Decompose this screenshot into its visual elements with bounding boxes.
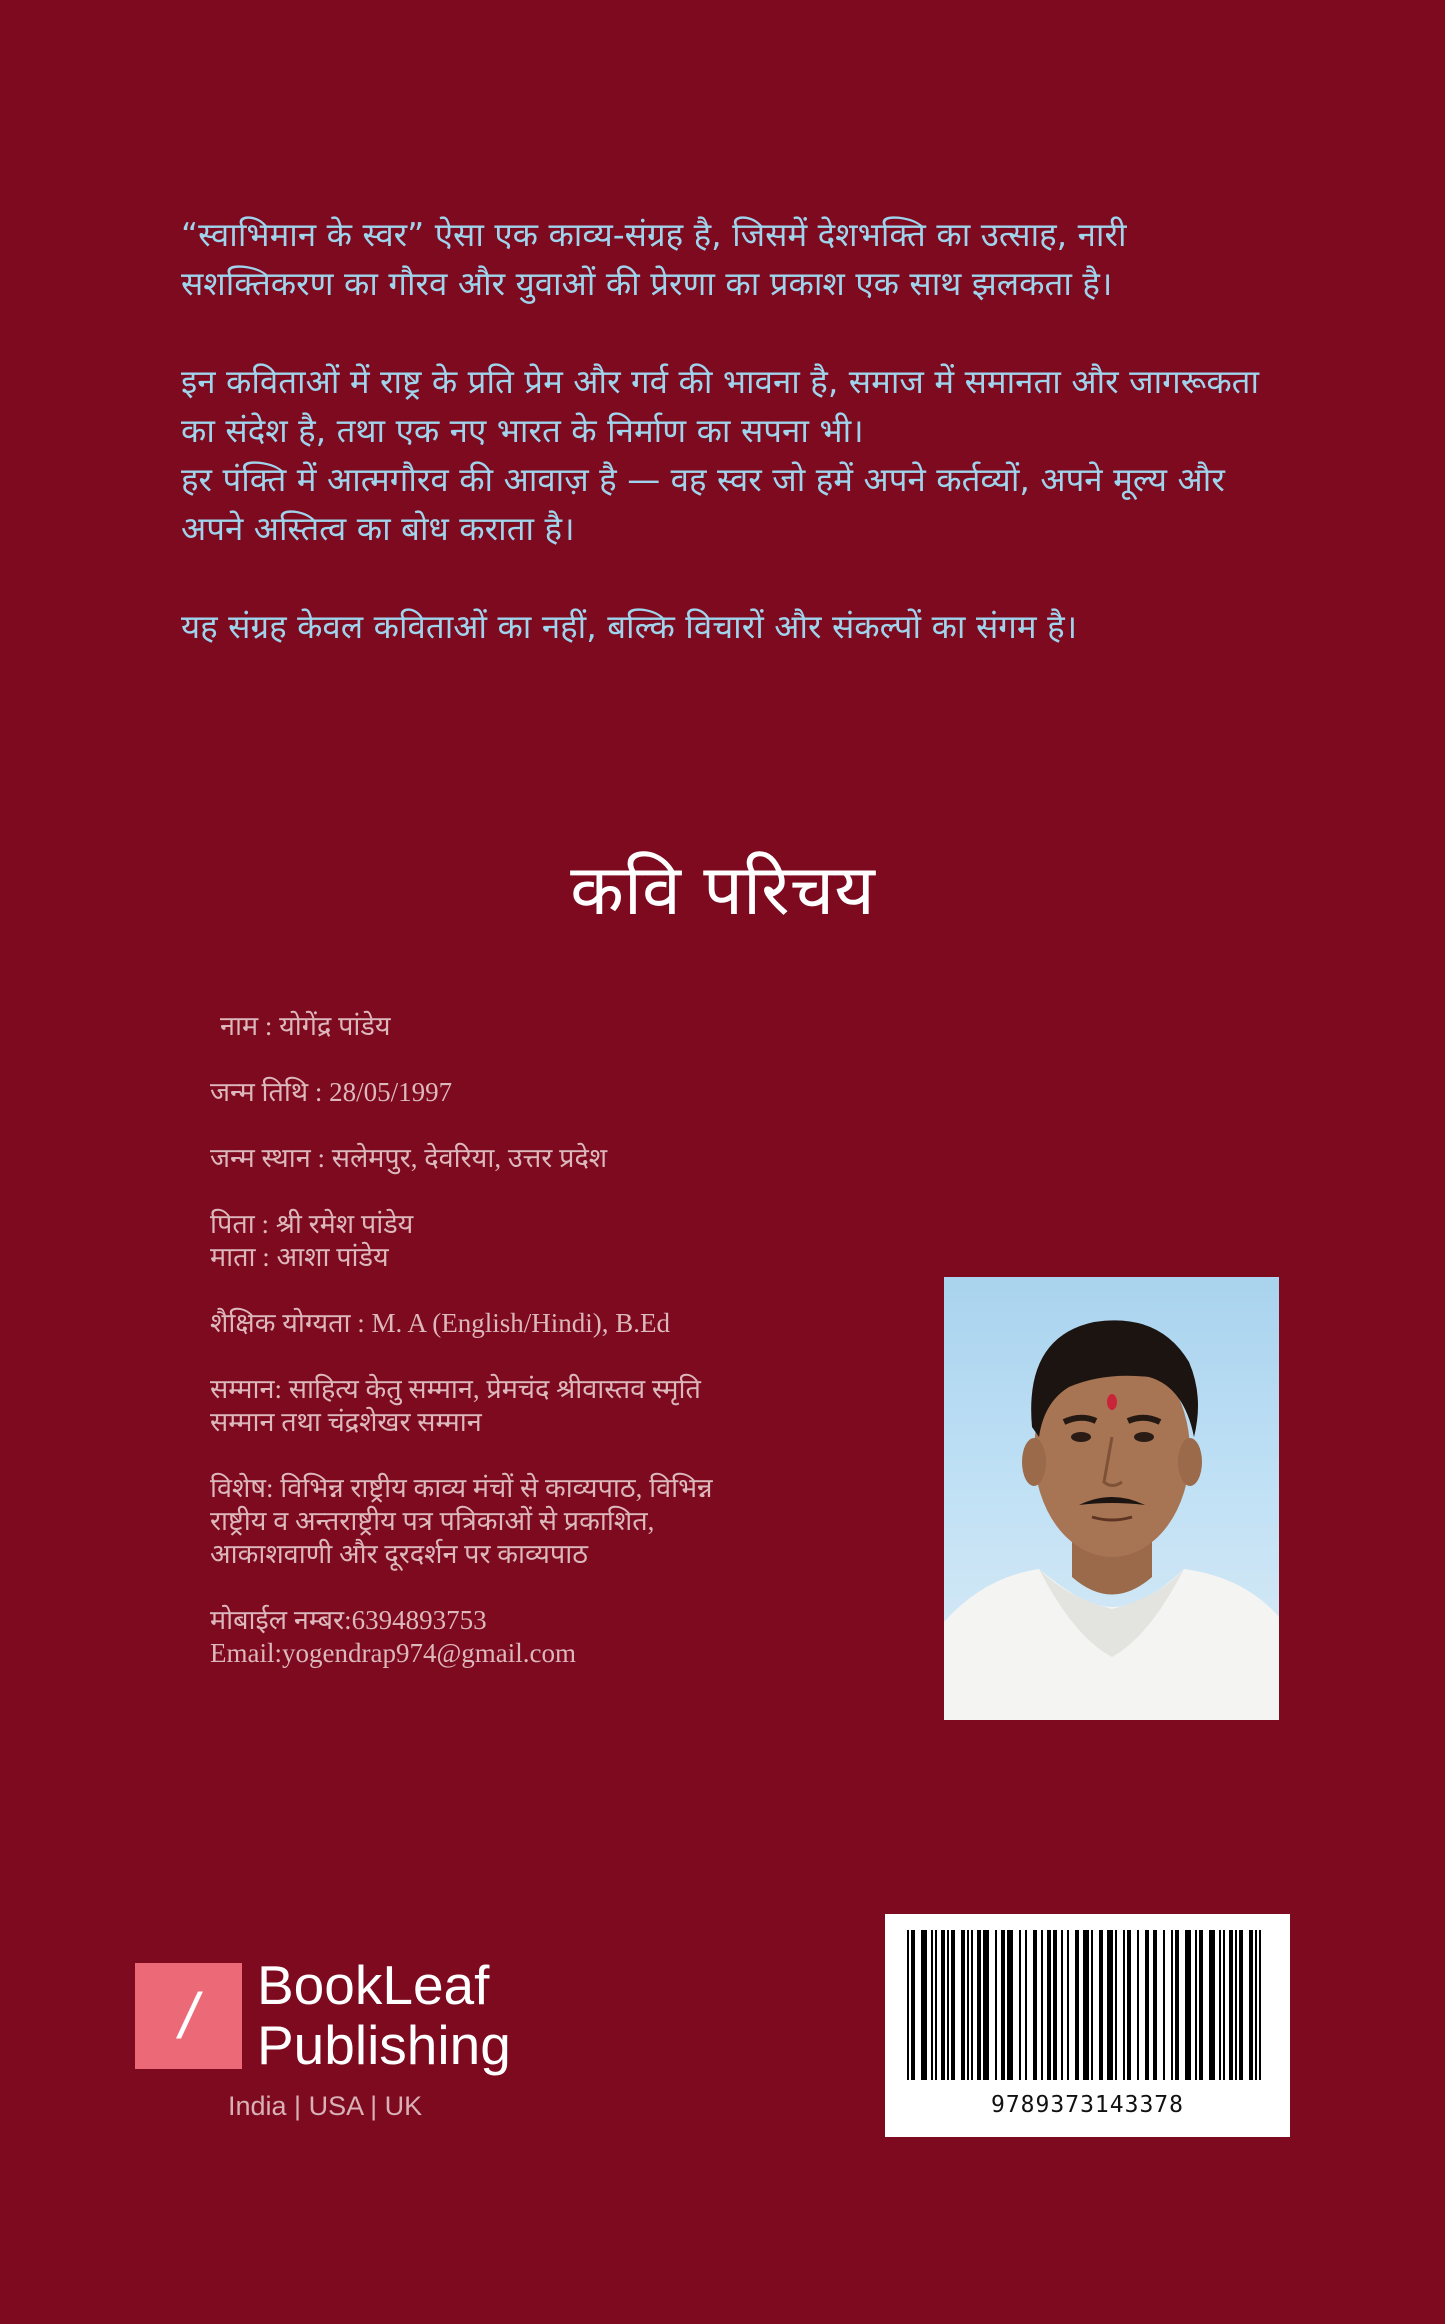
barcode-bar (911, 1930, 915, 2080)
barcode-bar (1219, 1930, 1221, 2080)
barcode-bar (1091, 1930, 1093, 2080)
bio-father: पिता : श्री रमेश पांडेय (210, 1209, 414, 1239)
section-title: कवि परिचय (570, 849, 875, 931)
barcode-bar (1235, 1930, 1237, 2080)
barcode-bar (1099, 1930, 1103, 2080)
blurb (181, 210, 1271, 700)
publisher-regions: India | USA | UK (228, 2091, 423, 2121)
barcode-bar (995, 1930, 997, 2080)
barcode-bar (931, 1930, 933, 2080)
barcode-bar (961, 1930, 965, 2080)
barcode-bar (951, 1930, 955, 2080)
barcode-bar (1223, 1930, 1225, 2080)
publisher-logo-mark: / (135, 1963, 242, 2069)
publisher-name-line2: Publishing (257, 2014, 511, 2076)
barcode-bar (1239, 1930, 1243, 2080)
bio-dob: जन्म तिथि : 28/05/1997 (210, 1077, 453, 1107)
barcode-bar (1195, 1930, 1197, 2080)
barcode-bar (1171, 1930, 1173, 2080)
bio-birthplace: जन्म स्थान : सलेमपुर, देवरिया, उत्तर प्रदेश (210, 1143, 608, 1173)
barcode-bar (1019, 1930, 1021, 2080)
author-photo (944, 1277, 1279, 1720)
bio-special: विशेष: विभिन्न राष्ट्रीय काव्य मंचों से काव्यपाठ, विभिन्न राष्ट्रीय व अन्तराष्ट्रीय पत्र पत्रिकाओं से प्रकाशित, आकाशवाणी और दूरदर्शन पर काव्यपाठ (210, 1473, 713, 1569)
barcode-bar (977, 1930, 981, 2080)
barcode-bar (1127, 1930, 1131, 2080)
barcode-bar (1199, 1930, 1203, 2080)
barcode-bar (921, 1930, 927, 2080)
barcode-bar (1255, 1930, 1257, 2080)
bio-mobile: मोबाईल नम्बर:6394893753 (210, 1605, 487, 1635)
author-portrait-illustration (944, 1277, 1279, 1720)
blurb-paragraph-3: हर पंक्ति में आत्मगौरव की आवाज़ है — वह स्वर जो हमें अपने कर्तव्यों, अपने मूल्य और अपने अस्तित्व का बोध कराता है। (181, 460, 1225, 548)
barcode-bars (885, 1914, 1290, 2092)
bio-education: शैक्षिक योग्यता : M. A (English/Hindi), B.Ed (210, 1308, 670, 1338)
barcode-bar (1115, 1930, 1117, 2080)
bio-email: Email:yogendrap974@gmail.com (210, 1638, 577, 1668)
barcode-bar (947, 1930, 949, 2080)
blurb-paragraph-1: “स्वाभिमान के स्वर” ऐसा एक काव्य-संग्रह है, जिसमें देशभक्ति का उत्साह, नारी सशक्तिकरण का गौरव और युवाओं की प्रेरणा का प्रकाश एक साथ झलकता है। (181, 215, 1127, 303)
barcode-bar (941, 1930, 945, 2080)
barcode-bar (971, 1930, 973, 2080)
barcode-bar (1047, 1930, 1051, 2080)
barcode-bar (1153, 1930, 1157, 2080)
bio-honors: सम्मान: साहित्य केतु सम्मान, प्रेमचंद श्रीवास्तव स्मृति सम्मान तथा चंद्रशेखर सम्मान (210, 1374, 701, 1437)
barcode-bar (1123, 1930, 1125, 2080)
barcode-bar (1209, 1930, 1215, 2080)
barcode-bar (1041, 1930, 1043, 2080)
barcode-bar (1229, 1930, 1233, 2080)
barcode-bar (907, 1930, 909, 2080)
barcode-bar (1137, 1930, 1139, 2080)
barcode-bar (1163, 1930, 1165, 2080)
isbn-number: 9789373143378 (990, 2092, 1184, 2118)
barcode-bar (967, 1930, 969, 2080)
bio-name: नाम : योगेंद्र पांडेय (220, 1011, 391, 1041)
barcode-bar (1083, 1930, 1089, 2080)
barcode-bar (935, 1930, 937, 2080)
barcode-bar (1145, 1930, 1149, 2080)
barcode-bar (1061, 1930, 1063, 2080)
barcode-bar (1025, 1930, 1027, 2080)
blurb-paragraph-2: इन कविताओं में राष्ट्र के प्रति प्रेम और गर्व की भावना है, समाज में समानता और जागरूकता का संदेश है, तथा एक नए भारत के निर्माण का सपना भी। (181, 362, 1260, 450)
barcode-bar (1075, 1930, 1079, 2080)
blurb-paragraph-4: यह संग्रह केवल कविताओं का नहीं, बल्कि विचारों और संकल्पों का संगम है। (181, 607, 1078, 646)
barcode-bar (1033, 1930, 1037, 2080)
bio-mother: माता : आशा पांडेय (210, 1242, 389, 1272)
barcode-bar (1185, 1930, 1191, 2080)
barcode-bar (1249, 1930, 1253, 2080)
barcode-bar (1259, 1930, 1261, 2080)
poet-bio (210, 1010, 770, 1703)
barcode-bar (1107, 1930, 1113, 2080)
isbn-barcode (885, 1914, 1290, 2137)
barcode-bar (1175, 1930, 1179, 2080)
barcode-bar (1053, 1930, 1057, 2080)
barcode-bar (983, 1930, 989, 2080)
barcode-bar (1001, 1930, 1005, 2080)
barcode-bar (1067, 1930, 1069, 2080)
publisher-name (257, 1955, 511, 2075)
barcode-bar (1007, 1930, 1013, 2080)
publisher-name-line1: BookLeaf (257, 1954, 490, 2016)
